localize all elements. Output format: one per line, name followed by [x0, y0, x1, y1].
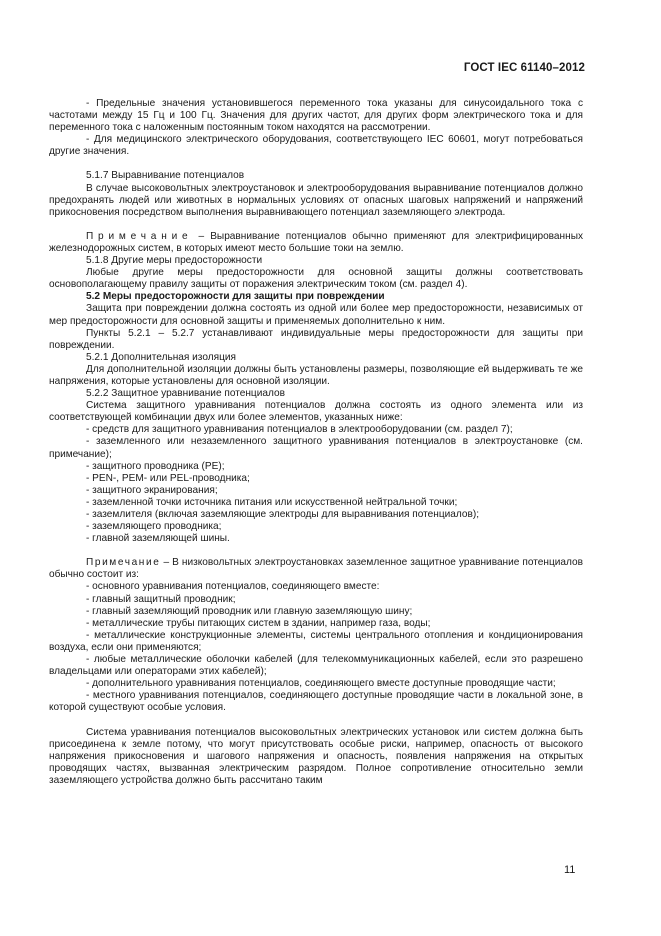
body-paragraph: В случае высоковольтных электроустановок и электрооборудования выравнивание потенциалов должно предохранять людей или животных в нормальных условиях от опасных шаговых напряжений и напряжений прикосновения посредством выполнения выравнивающего потенциал заземляющего электрода.: [49, 182, 583, 218]
list-item: - главный защитный проводник;: [86, 593, 236, 605]
list-item: - основного уравнивания потенциалов, соединяющего вместе:: [86, 581, 380, 593]
body-paragraph: Пункты 5.2.1 – 5.2.7 устанавливают индивидуальные меры предосторожности для защиты при повреждении.: [49, 327, 583, 351]
body-paragraph: - заземленного или незаземленного защитного уравнивания потенциалов в электроустановке (см. примечание);: [49, 436, 583, 460]
standard-header: ГОСТ IEC 61140–2012: [463, 62, 585, 74]
body-paragraph: 5.2.2 Защитное уравнивание потенциалов: [86, 388, 285, 400]
body-paragraph: Любые другие меры предосторожности для основной защиты должны соответствовать основополагающему правилу защиты от поражения электрическим током (см. раздел 4).: [49, 267, 583, 291]
list-item: - металлические трубы питающих систем в здании, например газа, воды;: [86, 617, 431, 629]
body-paragraph: 5.1.8 Другие меры предосторожности: [86, 255, 263, 267]
body-paragraph: - Для медицинского электрического оборудования, соответствующего IEC 60601, могут потребоваться другие значения.: [49, 134, 583, 158]
paragraph-spacer: [49, 545, 583, 557]
body-paragraph: - металлические конструкционные элементы, системы центрального отопления и кондиционирования воздуха, если они применяются;: [49, 629, 583, 653]
body-paragraph: Система защитного уравнивания потенциалов должна состоять из одного элемента или из соответствующей комбинации двух или более элементов, указанных ниже:: [49, 400, 583, 424]
body-paragraph: 5.2.1 Дополнительная изоляция: [86, 351, 236, 363]
body-paragraph: Для дополнительной изоляции должны быть установлены размеры, позволяющие ей выдерживать те же напряжения, которые установлены для основной изоляции.: [49, 363, 583, 387]
list-item: - главный заземляющий проводник или главную заземляющую шину;: [86, 605, 413, 617]
body-paragraph: - любые металлические оболочки кабелей (для телекоммуникационных кабелей, если это разрешено владельцами или операторами этих кабелей);: [49, 654, 583, 678]
list-item: - заземлителя (включая заземляющие электроды для выравнивания потенциалов);: [86, 509, 480, 520]
paragraph-spacer: [49, 715, 583, 727]
body-paragraph: - Предельные значения установившегося переменного тока указаны для синусоидального тока с частотами между 15 Гц и 100 Гц. Значения для других частот, для других форм электрического тока и для переменного тока с наложенным постоянным током находятся на рассмотрении.: [49, 98, 583, 134]
body-paragraph: - дополнительного уравнивания потенциалов, соединяющего вместе доступные проводящие части;: [86, 678, 556, 690]
paragraph-spacer: [49, 219, 583, 231]
paragraph-spacer: [49, 158, 583, 170]
document-body: [49, 98, 583, 787]
note-text: – Выравнивание потенциалов обычно применяют для электрифицированных железнодорожных систем, в которых имеют место большие токи на землю.: [49, 230, 583, 254]
list-item: - заземленной точки источника питания или искусственной нейтральной точки;: [86, 496, 458, 508]
body-paragraph: - средств для защитного уравнивания потенциалов в электрооборудовании (см. раздел 7);: [86, 424, 513, 436]
section-heading: 5.2 Меры предосторожности для защиты при повреждении: [86, 291, 385, 303]
body-paragraph: - местного уравнивания потенциалов, соединяющего доступные проводящие части в локальной зоне, в которой существуют особые условия.: [49, 690, 583, 714]
body-paragraph: Защита при повреждении должна состоять из одной или более мер предосторожности, независимых от мер предосторожности для основной защиты и применяемых дополнительно к ним.: [49, 303, 583, 327]
list-item: - защитного проводника (PE);: [86, 460, 225, 472]
list-item: - PEN-, PEM- или PEL-проводника;: [86, 472, 250, 484]
body-paragraph: Система уравнивания потенциалов высоковольтных электрических установок или систем должна быть присоединена к земле потому, что могут присутствовать особые риски, например, опасность от высокого напряжения прикосновения и шагового напряжения и опасность, появления напряжения на открытых проводящих частях, вызванная электрическим разрядом. Полное сопротивление относительно земли заземляющего устройства должно быть рассчитано таким: [49, 726, 583, 786]
note-label: Примечание: [86, 557, 161, 569]
note-paragraph: [49, 231, 583, 255]
note-label: Примечание: [86, 230, 193, 242]
page-number: 11: [564, 864, 576, 876]
body-paragraph: 5.1.7 Выравнивание потенциалов: [86, 170, 245, 182]
list-item: - защитного экранирования;: [86, 484, 218, 496]
note-text: – В низковольтных электроустановках заземленное защитное уравнивание потенциалов обычно состоит из:: [49, 557, 583, 581]
note-paragraph: [49, 557, 583, 581]
list-item: - заземляющего проводника;: [86, 521, 222, 533]
list-item: - главной заземляющей шины.: [86, 533, 230, 545]
